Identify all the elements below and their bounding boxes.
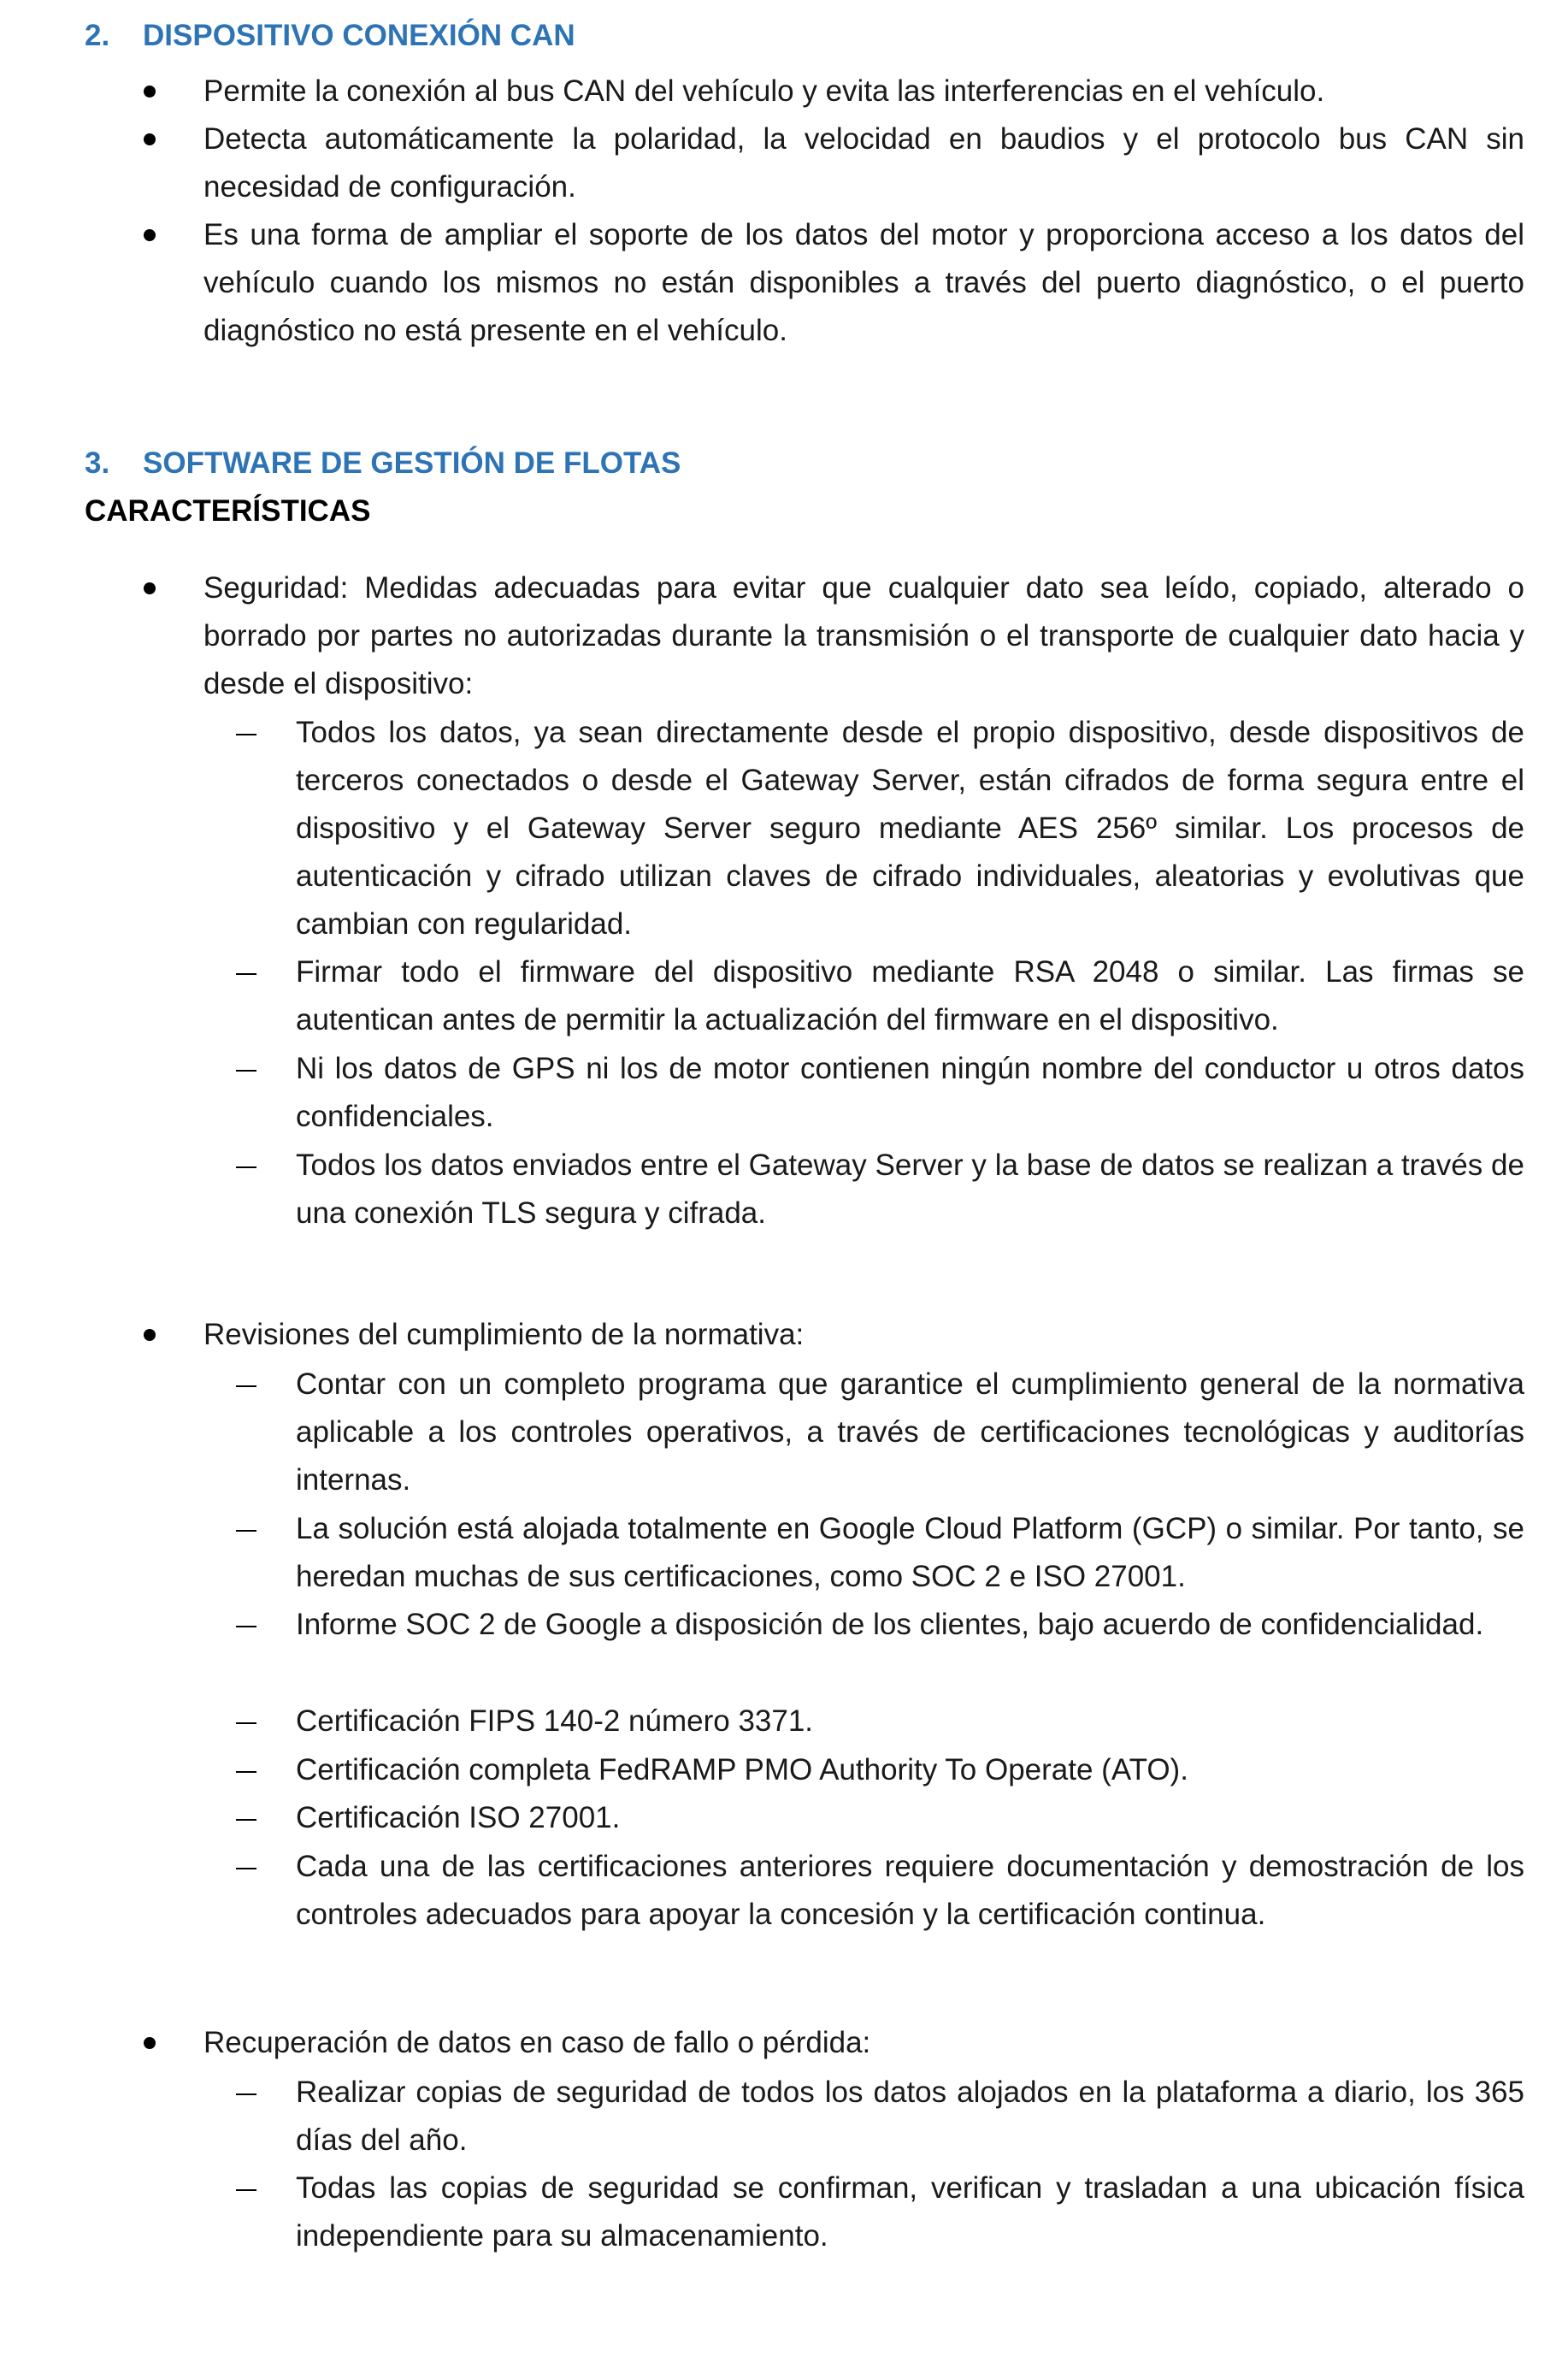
bullet-recovery: Recuperación de datos en caso de fallo o pérdida: — [203, 2019, 1524, 2067]
compliance-item-program: Contar con un completo programa que garantice el cumplimiento general de la normativa aplicable a los controles operativos, a través de certificaciones tecnológicas y auditorías internas. — [296, 1361, 1524, 1504]
compliance-item-soc2: Informe SOC 2 de Google a disposición de los clientes, bajo acuerdo de confidencialidad. — [296, 1601, 1524, 1649]
section-2-title: DISPOSITIVO CONEXIÓN CAN — [143, 19, 575, 52]
compliance-item-fips: Certificación FIPS 140-2 número 3371. — [296, 1698, 1524, 1745]
bullet-auto-detect: Detecta automáticamente la polaridad, la velocidad en baudios y el protocolo bus CAN sin necesidad de configuración. — [203, 115, 1524, 211]
bullet-compliance: Revisiones del cumplimiento de la normativa: — [203, 1311, 1524, 1359]
compliance-item-fedramp: Certificación completa FedRAMP PMO Authority To Operate (ATO). — [296, 1746, 1524, 1794]
characteristics-subheading: CARACTERÍSTICAS — [85, 494, 371, 528]
section-2-number: 2. — [85, 19, 110, 52]
section-3-number: 3. — [85, 446, 110, 480]
security-item-encryption: Todos los datos, ya sean directamente desde el propio dispositivo, desde dispositivos de terceros conectados o desde el Gateway Server, están cifrados de forma segura entre el dispositivo y el Gateway Server seguro mediante AES 256º similar. Los procesos de autenticación y cifrado utilizan claves de cifrado individuales, aleatorias y evolutivas que cambian con regularidad. — [296, 709, 1524, 948]
security-item-gps: Ni los datos de GPS ni los de motor contienen ningún nombre del conductor u otros datos confidenciales. — [296, 1045, 1524, 1141]
security-item-tls: Todos los datos enviados entre el Gateway Server y la base de datos se realizan a través de una conexión TLS segura y cifrada. — [296, 1142, 1524, 1237]
bullet-can-connection: Permite la conexión al bus CAN del vehículo y evita las interferencias en el vehículo. — [203, 68, 1524, 115]
recovery-item-offsite: Todas las copias de seguridad se confirman, verifican y trasladan a una ubicación física independiente para su almacenamiento. — [296, 2164, 1524, 2260]
bullet-engine-data: Es una forma de ampliar el soporte de los datos del motor y proporciona acceso a los datos del vehículo cuando los mismos no están disponibles a través del puerto diagnóstico, o el puerto diagnóstico no está presente en el vehículo. — [203, 211, 1524, 355]
bullet-security: Seguridad: Medidas adecuadas para evitar que cualquier dato sea leído, copiado, alterado o borrado por partes no autorizadas durante la transmisión o el transporte de cualquier dato hacia y desde el dispositivo: — [203, 564, 1524, 708]
security-item-firmware: Firmar todo el firmware del dispositivo mediante RSA 2048 o similar. Las firmas se autentican antes de permitir la actualización del firmware en el dispositivo. — [296, 948, 1524, 1044]
section-3-title: SOFTWARE DE GESTIÓN DE FLOTAS — [143, 446, 681, 480]
section-3-heading — [85, 446, 681, 481]
section-2-heading — [85, 19, 575, 53]
compliance-item-gcp: La solución está alojada totalmente en Google Cloud Platform (GCP) o similar. Por tanto, se heredan muchas de sus certificaciones, como SOC 2 e ISO 27001. — [296, 1505, 1524, 1601]
compliance-item-iso: Certificación ISO 27001. — [296, 1794, 1524, 1842]
compliance-item-documentation: Cada una de las certificaciones anteriores requiere documentación y demostración de los controles adecuados para apoyar la concesión y la certificación continua. — [296, 1843, 1524, 1939]
recovery-item-backups: Realizar copias de seguridad de todos los datos alojados en la plataforma a diario, los 365 días del año. — [296, 2069, 1524, 2164]
